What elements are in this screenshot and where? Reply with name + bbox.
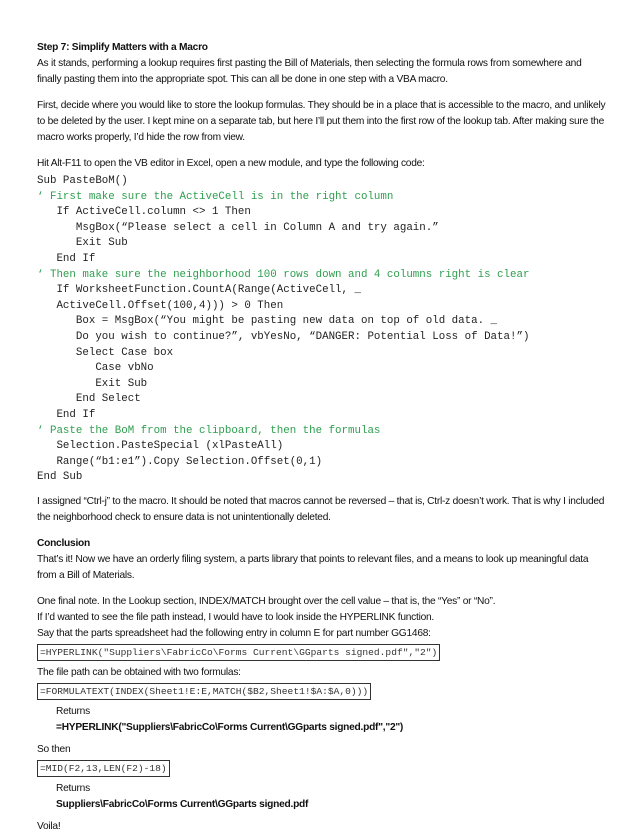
code-line: End Sub [37, 471, 83, 484]
code-line: Exit Sub [37, 377, 148, 390]
code-line: Sub PasteBoM() [37, 175, 128, 187]
code-comment-line: ‘ Paste the BoM from the clipboard, then the formulas [37, 424, 381, 437]
code-line: If WorksheetFunction.CountA(Range(ActiveCell, _ [37, 284, 361, 297]
code-line: If ActiveCell.column <> 1 Then [37, 206, 251, 219]
code-line: Box = MsgBox(“You might be pasting new data on top of old data. _ [37, 315, 498, 328]
formulatext-formula-box: =FORMULATEXT(INDEX(Sheet1!E:E,MATCH($B2,Sheet1!$A:$A,0))) [37, 683, 371, 700]
returns-label-1: Returns [56, 705, 90, 717]
conclusion-heading: Conclusion [37, 537, 90, 549]
code-line: End If [37, 252, 96, 265]
step7-heading: Step 7: Simplify Matters with a Macro [37, 42, 208, 53]
code-line: Select Case box [37, 346, 174, 359]
step7-paragraph-3: Hit Alt-F11 to open the VB editor in Excel, open a new module, and type the following code: [37, 158, 425, 169]
returns-result-2: Suppliers\FabricCo\Forms Current\GGparts signed.pdf [56, 798, 309, 810]
code-line: MsgBox(“Please select a cell in Column A and try again.” [37, 221, 439, 234]
hyperlink-formula-box: =HYPERLINK("Suppliers\FabricCo\Forms Current\GGparts signed.pdf","2") [37, 644, 440, 661]
so-then-text: So then [37, 743, 71, 755]
voila-text: Voila! [37, 820, 61, 832]
conclusion-paragraph-1: That’s it! Now we have an orderly filing system, a parts library that points to relevant files, and a means to look up meaningful data from a Bill of Materials. [37, 553, 589, 581]
code-line: Range(“b1:e1”).Copy Selection.Offset(0,1) [37, 455, 323, 468]
code-line: Case vbNo [37, 362, 154, 375]
final-note-line-1: One final note. In the Lookup section, INDEX/MATCH brought over the cell value – that is, the “Yes” or “No”. [37, 595, 496, 607]
mid-formula-box: =MID(F2,13,LEN(F2)-18) [37, 760, 170, 777]
code-comment-line: ‘ Then make sure the neighborhood 100 rows down and 4 columns right is clear [37, 268, 530, 281]
step7-paragraph-1: As it stands, performing a lookup requires first pasting the Bill of Materials, then selecting the formula rows from somewhere and finally pasting them into the appropriate spot. This can all be done in one step with a VBA macro. [37, 58, 582, 85]
file-path-sentence: The file path can be obtained with two formulas: [37, 666, 241, 678]
macro-note-paragraph: I assigned “Ctrl-j” to the macro. It should be noted that macros cannot be reversed – that is, Ctrl-z doesn’t work. That is why I included the neighborhood check to ensure data is not unintentionally deleted. [37, 495, 605, 523]
returns-result-1: =HYPERLINK("Suppliers\FabricCo\Forms Current\GGparts signed.pdf","2") [56, 721, 404, 733]
code-line: Do you wish to continue?”, vbYesNo, “DANGER: Potential Loss of Data!”) [37, 330, 530, 343]
vba-code-block [37, 174, 608, 486]
code-line: Selection.PasteSpecial (xlPasteAll) [37, 440, 284, 453]
code-line: End If [37, 408, 96, 421]
code-comment-line: ‘ First make sure the ActiveCell is in the right column [37, 190, 394, 203]
returns-label-2: Returns [56, 782, 90, 794]
final-note-line-3: Say that the parts spreadsheet had the following entry in column E for part number GG1468: [37, 627, 431, 639]
code-line: ActiveCell.Offset(100,4))) > 0 Then [37, 299, 284, 312]
code-line: End Select [37, 393, 141, 406]
final-note-line-2: If I’d wanted to see the file path instead, I would have to look inside the HYPERLINK function. [37, 611, 435, 623]
code-line: Exit Sub [37, 237, 128, 250]
step7-paragraph-2: First, decide where you would like to store the lookup formulas. They should be in a place that is accessible to the macro, and unlikely to be deleted by the user. I kept mine on a separate tab, but here I’ll put them into the first row of the lookup tab. After making sure the macro works properly, I’d hide the row from view. [37, 100, 606, 143]
